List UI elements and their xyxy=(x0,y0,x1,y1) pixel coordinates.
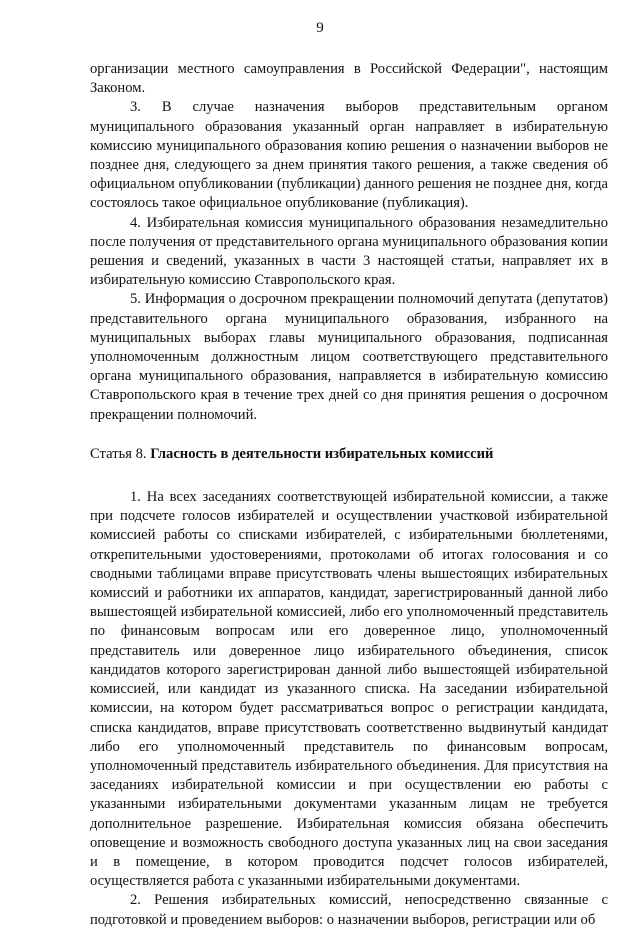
paragraph-part-5: 5. Информация о досрочном прекращении полномочий депутата (депутатов) представительного органа муниципального образования, избранного на муниципальных выборах главы муниципального образования, подписанная уполномоченным должностным лицом соответствующего представительного органа муниципального образования, направляется в избирательную комиссию Ставропольского края в течение трех дней со дня принятия решения о досрочном прекращении полномочий. xyxy=(90,291,608,423)
paragraph-part-4: 4. Избирательная комиссия муниципального образования незамедлительно после получения от представительного органа муниципального образования копии решения и сведений, указанных в части 3 настоящей статьи, направляет их в избирательную комиссию Ставропольского края. xyxy=(90,214,608,289)
article-title: Гласность в деятельности избирательных комиссий xyxy=(150,445,494,462)
article-heading xyxy=(90,445,608,464)
paragraph-article8-part-2: 2. Решения избирательных комиссий, непосредственно связанные с подготовкой и проведением выборов: о назначении выборов, регистрации или об xyxy=(90,892,608,928)
paragraph-article8-part-1: 1. На всех заседаниях соответствующей избирательной комиссии, а также при подсчете голосов избирателей и осуществлении участковой избирательной комиссией работы со списками избирателей, с избирательными бюллетенями, открепительными удостоверениями, протоколами об итогах голосования и со сводными таблицами вправе присутствовать члены вышестоящих избирательных комиссий и работники их аппаратов, кандидат, зарегистрированный данной либо вышестоящей избирательной комиссией, либо его уполномоченный представитель по финансовым вопросам или его доверенное лицо, уполномоченный представитель или доверенное лицо избирательного объединения, список кандидатов которого зарегистрирован данной либо вышестоящей избирательной комиссией, или кандидат из указанного списка. На заседании избирательной комиссии, на котором будет рассматриваться вопрос о регистрации кандидата, списка кандидатов, вправе присутствовать соответственно выдвинутый кандидат либо его уполномоченный представитель по финансовым вопросам, уполномоченный представитель избирательного объединения. Для присутствия на заседаниях избирательной комиссии и при осуществлении ею работы с указанными избирательными документами указанным лицам не требуется дополнительное разрешение. Избирательная комиссия обязана обеспечить оповещение и возможность свободного доступа указанных лиц на свои заседания и в помещение, в котором проводится подсчет голосов избирателей, осуществляется работа с указанными избирательными документами. xyxy=(90,489,608,890)
page-number: 9 xyxy=(316,20,324,36)
paragraph-continuation: организации местного самоуправления в Российской Федерации", настоящим Законом. xyxy=(90,61,608,97)
paragraph-part-3: 3. В случае назначения выборов представительным органом муниципального образования указанный орган направляет в избирательную комиссию муниципального образования копию решения о назначении выборов не позднее дня, следующего за днем принятия такого решения, а также сведения об официальном опубликовании (публикации) данного решения не позднее дня, когда состоялось такое официальное опубликование (публикация). xyxy=(90,99,608,212)
document-body xyxy=(90,60,608,930)
article-number: Статья 8. xyxy=(90,445,147,462)
